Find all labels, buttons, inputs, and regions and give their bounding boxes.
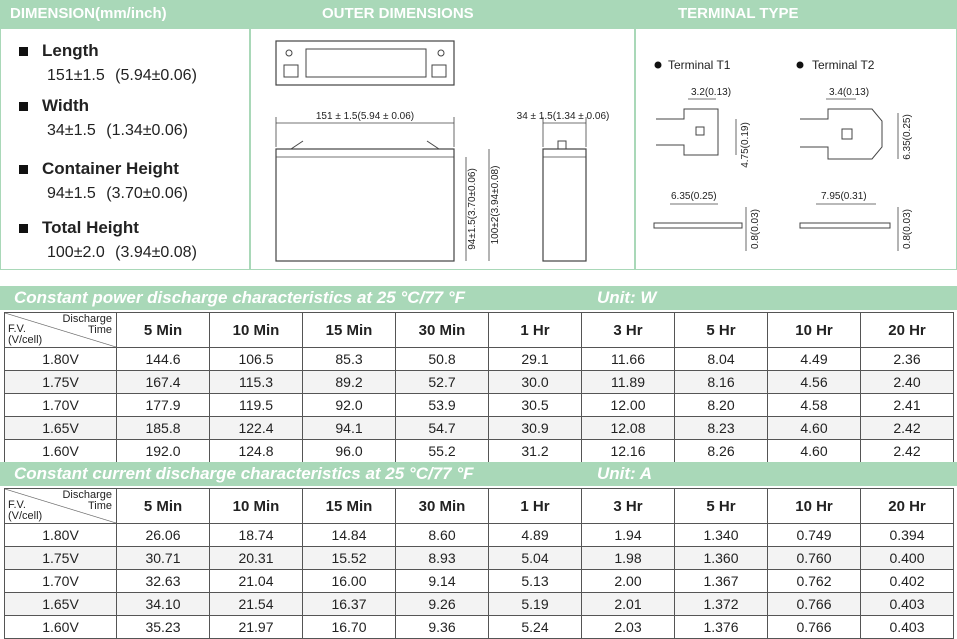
final-voltage-cell: 1.60V <box>5 440 117 463</box>
table-row <box>5 570 954 593</box>
table-corner-cell <box>5 313 117 348</box>
value-cell: 4.60 <box>768 417 861 440</box>
value-cell: 0.749 <box>768 524 861 547</box>
table-corner-cell <box>5 489 117 524</box>
table-row <box>5 547 954 570</box>
column-header: 10 Hr <box>768 489 861 524</box>
value-cell: 16.70 <box>303 616 396 639</box>
value-cell: 167.4 <box>117 371 210 394</box>
column-header: 10 Min <box>210 313 303 348</box>
svg-text:7.95(0.31): 7.95(0.31) <box>821 191 867 202</box>
container-height-label: 94±1.5(3.70±0.06) <box>467 168 478 250</box>
bullet-icon <box>19 165 28 174</box>
value-cell: 0.403 <box>861 593 954 616</box>
outer-dimensions-drawing <box>251 29 636 271</box>
value-cell: 8.60 <box>396 524 489 547</box>
power-table-title: Constant power discharge characteristics at 25 °C/77 °F <box>14 288 466 307</box>
final-voltage-cell: 1.75V <box>5 547 117 570</box>
value-cell: 2.03 <box>582 616 675 639</box>
value-cell: 4.58 <box>768 394 861 417</box>
value-cell: 96.0 <box>303 440 396 463</box>
column-header: 3 Hr <box>582 313 675 348</box>
table-row <box>5 593 954 616</box>
value-cell: 31.2 <box>489 440 582 463</box>
column-header: 5 Hr <box>675 489 768 524</box>
value-cell: 5.04 <box>489 547 582 570</box>
value-cell: 4.49 <box>768 348 861 371</box>
value-cell: 0.766 <box>768 616 861 639</box>
column-header: 15 Min <box>303 489 396 524</box>
value-cell: 5.13 <box>489 570 582 593</box>
value-cell: 16.00 <box>303 570 396 593</box>
dimension-panel <box>0 28 250 270</box>
value-cell: 185.8 <box>117 417 210 440</box>
value-cell: 35.23 <box>117 616 210 639</box>
value-cell: 0.403 <box>861 616 954 639</box>
svg-text:0.8(0.03): 0.8(0.03) <box>750 208 761 250</box>
final-voltage-cell: 1.70V <box>5 394 117 417</box>
bullet-icon <box>655 62 662 69</box>
value-cell: 0.760 <box>768 547 861 570</box>
svg-text:6.35(0.25): 6.35(0.25) <box>902 114 913 160</box>
column-header: 5 Hr <box>675 313 768 348</box>
value-cell: 30.0 <box>489 371 582 394</box>
value-cell: 1.367 <box>675 570 768 593</box>
svg-text:3.4(0.13): 3.4(0.13) <box>829 87 870 98</box>
value-cell: 1.360 <box>675 547 768 570</box>
svg-text:4.75(0.19): 4.75(0.19) <box>740 122 751 168</box>
table-row <box>5 371 954 394</box>
value-cell: 21.97 <box>210 616 303 639</box>
value-cell: 2.42 <box>861 417 954 440</box>
final-voltage-label: F.V. (V/cell) <box>8 323 43 346</box>
column-header: 5 Min <box>117 489 210 524</box>
column-header: 20 Hr <box>861 489 954 524</box>
value-cell: 11.66 <box>582 348 675 371</box>
value-cell: 26.06 <box>117 524 210 547</box>
terminal-t2-label: Terminal T2 <box>812 58 875 72</box>
terminal-type-panel <box>635 28 957 270</box>
spec-container-height: Container Height 94±1.5 (3.70±0.06) <box>19 159 179 179</box>
value-cell: 2.00 <box>582 570 675 593</box>
value-cell: 20.31 <box>210 547 303 570</box>
value-cell: 0.400 <box>861 547 954 570</box>
spec-total-height: Total Height 100±2.0 (3.94±0.08) <box>19 218 139 238</box>
value-cell: 12.00 <box>582 394 675 417</box>
bullet-icon <box>19 224 28 233</box>
final-voltage-cell: 1.75V <box>5 371 117 394</box>
value-cell: 5.19 <box>489 593 582 616</box>
value-cell: 12.08 <box>582 417 675 440</box>
value-cell: 177.9 <box>117 394 210 417</box>
length-dimension-label: 151 ± 1.5(5.94 ± 0.06) <box>315 111 415 122</box>
terminal-t1-shape <box>656 109 718 155</box>
value-cell: 94.1 <box>303 417 396 440</box>
column-header: 3 Hr <box>582 489 675 524</box>
value-cell: 119.5 <box>210 394 303 417</box>
discharge-time-label: Discharge Time <box>62 489 112 512</box>
value-cell: 1.98 <box>582 547 675 570</box>
table-row <box>5 616 954 639</box>
bullet-icon <box>19 47 28 56</box>
outer-dimensions-heading: OUTER DIMENSIONS <box>322 5 474 22</box>
svg-text:0.8(0.03): 0.8(0.03) <box>902 208 913 250</box>
value-cell: 11.89 <box>582 371 675 394</box>
terminal-t1-label: Terminal T1 <box>668 58 731 72</box>
column-header: 10 Min <box>210 489 303 524</box>
final-voltage-cell: 1.60V <box>5 616 117 639</box>
table-row <box>5 440 954 463</box>
table-row <box>5 348 954 371</box>
power-discharge-table <box>4 312 954 463</box>
column-header: 1 Hr <box>489 489 582 524</box>
table-row <box>5 394 954 417</box>
terminal-type-heading: TERMINAL TYPE <box>678 5 799 22</box>
value-cell: 34.10 <box>117 593 210 616</box>
table-row <box>5 417 954 440</box>
value-cell: 124.8 <box>210 440 303 463</box>
table-header-row <box>5 489 954 524</box>
bullet-icon <box>797 62 804 69</box>
value-cell: 4.60 <box>768 440 861 463</box>
outer-dimensions-panel <box>250 28 635 270</box>
column-header: 1 Hr <box>489 313 582 348</box>
current-table-unit: Unit: A <box>597 464 653 483</box>
value-cell: 21.04 <box>210 570 303 593</box>
value-cell: 2.41 <box>861 394 954 417</box>
value-cell: 2.36 <box>861 348 954 371</box>
current-section-bar <box>0 462 957 486</box>
value-cell: 1.94 <box>582 524 675 547</box>
column-header: 10 Hr <box>768 313 861 348</box>
column-header: 15 Min <box>303 313 396 348</box>
battery-side-view <box>543 149 586 261</box>
battery-top-view <box>276 41 454 85</box>
value-cell: 53.9 <box>396 394 489 417</box>
value-cell: 9.36 <box>396 616 489 639</box>
value-cell: 8.16 <box>675 371 768 394</box>
current-table-title: Constant current discharge characteristics at 25 °C/77 °F <box>14 464 474 483</box>
value-cell: 1.340 <box>675 524 768 547</box>
value-cell: 30.71 <box>117 547 210 570</box>
header-bar <box>0 0 957 28</box>
value-cell: 1.376 <box>675 616 768 639</box>
value-cell: 5.24 <box>489 616 582 639</box>
bullet-icon <box>19 102 28 111</box>
column-header: 20 Hr <box>861 313 954 348</box>
column-header: 30 Min <box>396 489 489 524</box>
value-cell: 8.04 <box>675 348 768 371</box>
value-cell: 0.402 <box>861 570 954 593</box>
column-header: 5 Min <box>117 313 210 348</box>
value-cell: 8.26 <box>675 440 768 463</box>
value-cell: 0.766 <box>768 593 861 616</box>
value-cell: 54.7 <box>396 417 489 440</box>
final-voltage-cell: 1.70V <box>5 570 117 593</box>
value-cell: 55.2 <box>396 440 489 463</box>
final-voltage-cell: 1.80V <box>5 524 117 547</box>
terminal-t2-shape <box>800 109 882 159</box>
value-cell: 0.762 <box>768 570 861 593</box>
value-cell: 92.0 <box>303 394 396 417</box>
value-cell: 2.01 <box>582 593 675 616</box>
final-voltage-cell: 1.65V <box>5 417 117 440</box>
value-cell: 0.394 <box>861 524 954 547</box>
final-voltage-cell: 1.65V <box>5 593 117 616</box>
value-cell: 1.372 <box>675 593 768 616</box>
value-cell: 2.42 <box>861 440 954 463</box>
value-cell: 9.14 <box>396 570 489 593</box>
value-cell: 122.4 <box>210 417 303 440</box>
value-cell: 8.93 <box>396 547 489 570</box>
dimension-heading: DIMENSION(mm/inch) <box>10 5 167 22</box>
total-height-label: 100±2(3.94±0.08) <box>490 165 501 245</box>
discharge-time-label: Discharge Time <box>62 313 112 336</box>
svg-text:3.2(0.13): 3.2(0.13) <box>691 87 732 98</box>
svg-text:6.35(0.25): 6.35(0.25) <box>671 191 717 202</box>
value-cell: 85.3 <box>303 348 396 371</box>
value-cell: 8.23 <box>675 417 768 440</box>
terminal-drawings <box>636 29 957 271</box>
column-header: 30 Min <box>396 313 489 348</box>
final-voltage-label: F.V. (V/cell) <box>8 499 43 522</box>
value-cell: 2.40 <box>861 371 954 394</box>
terminal-plus-icon <box>438 50 444 56</box>
value-cell: 50.8 <box>396 348 489 371</box>
power-table-unit: Unit: W <box>597 288 657 307</box>
current-discharge-table <box>4 488 954 639</box>
value-cell: 30.5 <box>489 394 582 417</box>
final-voltage-cell: 1.80V <box>5 348 117 371</box>
value-cell: 32.63 <box>117 570 210 593</box>
value-cell: 115.3 <box>210 371 303 394</box>
value-cell: 29.1 <box>489 348 582 371</box>
value-cell: 52.7 <box>396 371 489 394</box>
value-cell: 16.37 <box>303 593 396 616</box>
table-row <box>5 524 954 547</box>
value-cell: 8.20 <box>675 394 768 417</box>
value-cell: 89.2 <box>303 371 396 394</box>
battery-front-view <box>276 149 454 261</box>
width-dimension-label: 34 ± 1.5(1.34 ± 0.06) <box>516 111 610 122</box>
value-cell: 21.54 <box>210 593 303 616</box>
spec-length: Length 151±1.5 (5.94±0.06) <box>19 41 99 61</box>
value-cell: 144.6 <box>117 348 210 371</box>
value-cell: 106.5 <box>210 348 303 371</box>
value-cell: 4.56 <box>768 371 861 394</box>
value-cell: 30.9 <box>489 417 582 440</box>
spec-width: Width 34±1.5 (1.34±0.06) <box>19 96 89 116</box>
value-cell: 15.52 <box>303 547 396 570</box>
value-cell: 18.74 <box>210 524 303 547</box>
terminal-minus-icon <box>286 50 292 56</box>
value-cell: 12.16 <box>582 440 675 463</box>
power-section-bar <box>0 286 957 310</box>
table-header-row <box>5 313 954 348</box>
value-cell: 14.84 <box>303 524 396 547</box>
value-cell: 192.0 <box>117 440 210 463</box>
value-cell: 4.89 <box>489 524 582 547</box>
value-cell: 9.26 <box>396 593 489 616</box>
